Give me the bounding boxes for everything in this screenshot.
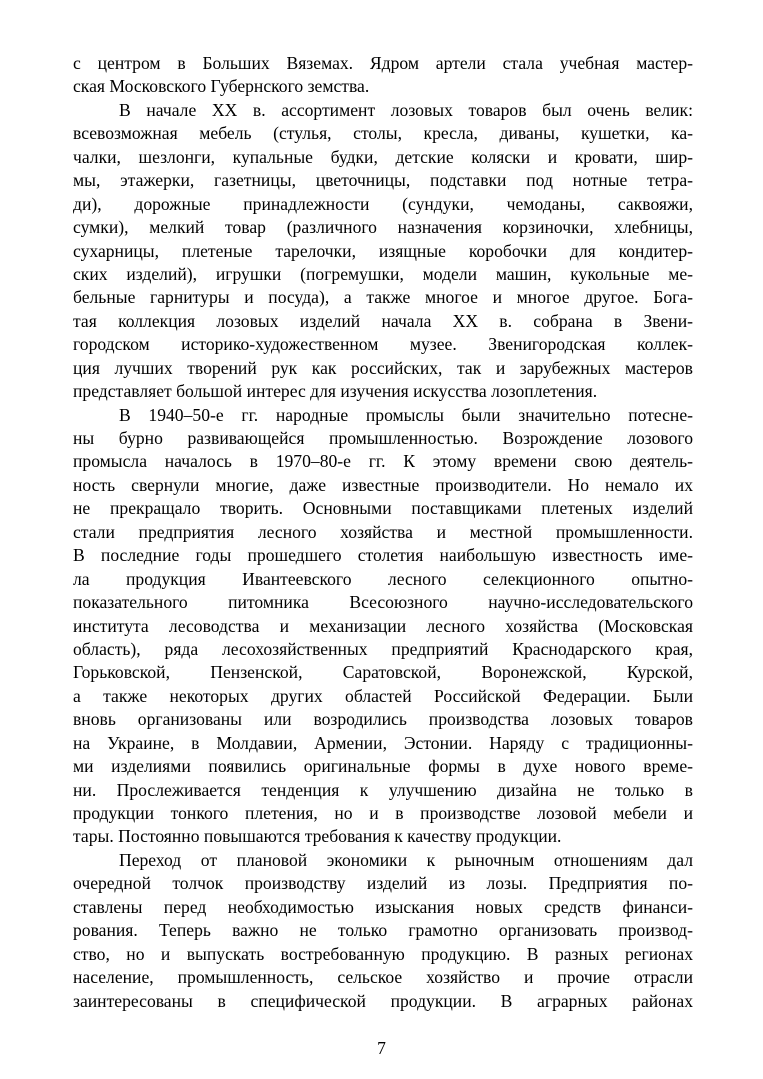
paragraph-3 xyxy=(73,404,693,849)
text-line: бельные гарнитуры и посуда), а также многое и многое другое. Бога- xyxy=(73,287,693,308)
paragraph-4 xyxy=(73,849,693,1013)
text-line: ла продукция Ивантеевского лесного селекционного опытно- xyxy=(73,568,693,589)
text-line: рования. Теперь важно не только грамотно организовать производ- xyxy=(73,920,693,941)
text-line: с центром в Больших Вяземах. Ядром артели стала учебная мастер- xyxy=(73,53,693,73)
text-line: ность свернули многие, даже известные производители. Но немало их xyxy=(73,474,693,495)
text-line: В 1940–50-е гг. народные промыслы были значительно потесне- xyxy=(119,404,693,425)
text-line: ских изделий), игрушки (погремушки, модели машин, кукольные ме- xyxy=(73,263,693,284)
text-line: всевозможная мебель (стулья, столы, кресла, диваны, кушетки, ка- xyxy=(73,123,693,144)
text-line: ни. Прослеживается тенденция к улучшению дизайна не только в xyxy=(73,779,693,800)
text-line: тая коллекция лозовых изделий начала XX в. собрана в Звени- xyxy=(73,310,693,331)
text-line: ны бурно развивающейся промышленностью. Возрождение лозового xyxy=(73,428,693,448)
page-body xyxy=(73,52,693,1013)
text-line: тары. Постоянно повышаются требования к качеству продукции. xyxy=(73,826,562,847)
text-line: мы, этажерки, газетницы, цветочницы, подставки под нотные тетра- xyxy=(73,170,693,191)
text-line: а также некоторых других областей Российской Федерации. Были xyxy=(73,685,693,706)
text-line: Горьковской, Пензенской, Саратовской, Воронежской, Курской, xyxy=(73,662,693,683)
text-line: сумки), мелкий товар (различного назначения корзиночки, хлебницы, xyxy=(73,217,693,238)
text-line: продукции тонкого плетения, но и в производстве лозовой мебели и xyxy=(73,803,693,823)
text-line: вновь организованы или возродились производства лозовых товаров xyxy=(73,709,693,730)
text-line: стали предприятия лесного хозяйства и местной промышленности. xyxy=(73,521,693,542)
paragraph-2 xyxy=(73,99,693,404)
text-line: ция лучших творений рук как российских, так и зарубежных мастеров xyxy=(73,357,693,378)
text-line: население, промышленность, сельское хозяйство и прочие отрасли xyxy=(73,967,693,988)
text-line: В начале XX в. ассортимент лозовых товаров был очень велик: xyxy=(119,99,693,120)
text-line: заинтересованы в специфической продукции. В аграрных районах xyxy=(73,990,693,1011)
text-line: на Украине, в Молдавии, Армении, Эстонии. Наряду с традиционны- xyxy=(73,732,693,753)
paragraph-1 xyxy=(73,52,693,99)
text-line: не прекращало творить. Основными поставщиками плетеных изделий xyxy=(73,498,693,519)
text-line: ди), дорожные принадлежности (сундуки, чемоданы, саквояжи, xyxy=(73,193,693,214)
text-line: промысла началось в 1970–80-е гг. К этому времени свою деятель- xyxy=(73,451,693,472)
text-line: В последние годы прошедшего столетия наибольшую известность име- xyxy=(73,545,693,566)
text-line: представляет большой интерес для изучения искусства лозоплетения. xyxy=(73,381,598,402)
text-line: городском историко-художественном музее. Звенигородская коллек- xyxy=(73,334,693,355)
text-line: область), ряда лесохозяйственных предприятий Краснодарского края, xyxy=(73,638,693,659)
text-line: Переход от плановой экономики к рыночным отношениям дал xyxy=(119,849,693,870)
text-line: ми изделиями появились оригинальные формы в духе нового време- xyxy=(73,756,693,777)
text-line: показательного питомника Всесоюзного научно-исследовательского xyxy=(73,592,693,613)
text-line: очередной толчок производству изделий из лозы. Предприятия по- xyxy=(73,873,693,894)
text-line: сухарницы, плетеные тарелочки, изящные коробочки для кондитер- xyxy=(73,240,693,261)
text-line: чалки, шезлонги, купальные будки, детские коляски и кровати, шир- xyxy=(73,146,693,167)
text-line: института лесоводства и механизации лесного хозяйства (Московская xyxy=(73,615,693,636)
page-number: 7 xyxy=(377,1038,386,1058)
text-line: ская Московского Губернского земства. xyxy=(73,76,370,97)
text-line: ставлены перед необходимостью изыскания новых средств финанси- xyxy=(73,896,693,917)
text-line: ство, но и выпускать востребованную продукцию. В разных регионах xyxy=(73,943,693,964)
